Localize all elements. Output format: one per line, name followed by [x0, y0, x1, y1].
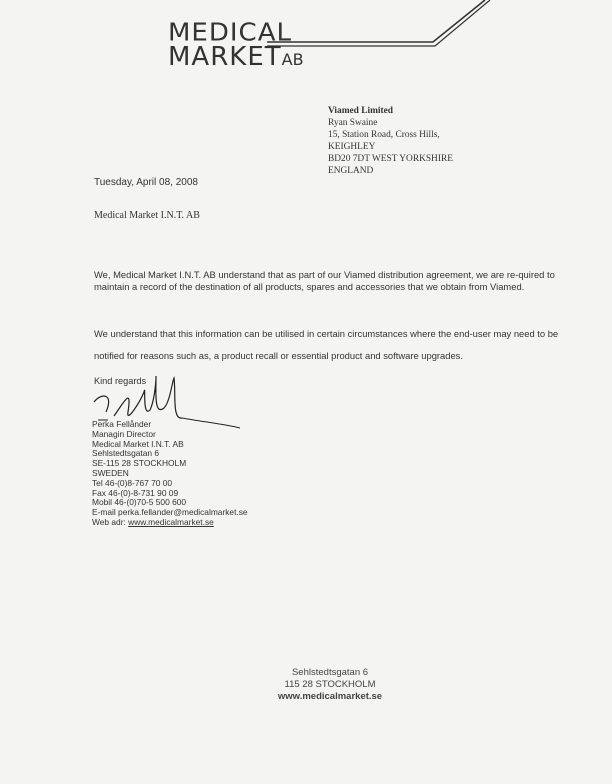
footer-city: 115 28 STOCKHOLM	[284, 679, 376, 690]
signer-company: Medical Market I.N.T. AB	[92, 438, 184, 449]
recipient-line: KEIGHLEY	[328, 142, 376, 152]
signer-email: E-mail perka.fellander@medicalmarket.se	[92, 507, 248, 518]
body-paragraph-1: We, Medical Market I.N.T. AB understand that as part of our Viamed distribution agreement, we are re-quired to maintain a record of the destination of all products, spares and accessories that we obtain from Viamed.	[94, 269, 555, 292]
signer-tel: Tel 46-(0)8-767 70 00	[92, 477, 173, 488]
recipient-line: 15, Station Road, Cross Hills,	[328, 130, 440, 140]
footer-street: Sehlstedtsgatan 6	[291, 667, 369, 678]
signature-block	[92, 420, 248, 528]
letter-footer	[230, 667, 430, 703]
logo-line-medical: MEDICAL	[168, 18, 292, 48]
signer-title: Managin Director	[92, 428, 156, 439]
signer-city: SE-115 28 STOCKHOLM	[92, 458, 187, 469]
logo-swoosh-graphic	[255, 0, 495, 60]
sender-name: Medical Market I.N.T. AB	[94, 210, 200, 221]
web-label: Web adr:	[92, 516, 126, 527]
logo-line-market: MARKET	[168, 42, 282, 72]
signer-name: Perka Fellånder	[92, 419, 152, 429]
recipient-line: ENGLAND	[328, 166, 374, 176]
footer-web: www.medicalmarket.se	[277, 691, 383, 702]
recipient-line: Ryan Swaine	[328, 118, 378, 128]
signer-street: Sehlstedtsgatan 6	[92, 448, 160, 459]
recipient-line: BD20 7DT WEST YORKSHIRE	[328, 154, 453, 164]
web-link[interactable]: www.medicalmarket.se	[128, 516, 214, 527]
signer-country: SWEDEN	[92, 467, 129, 478]
recipient-address	[328, 105, 453, 177]
closing-text: Kind regards	[94, 376, 147, 386]
letter-date: Tuesday, April 08, 2008	[94, 177, 198, 188]
recipient-company: Viamed Limited	[328, 106, 394, 116]
signer-mobile: Mobil 46-(0)70-5 500 600	[92, 497, 187, 508]
signer-fax: Fax 46-(0)-8-731 90 09	[92, 487, 179, 498]
logo-suffix: AB	[281, 50, 304, 69]
body-paragraph-2: We understand that this information can be utilised in certain circumstances where the end-user may need to be notified for reasons such as, a product recall or essential product and software upgrades.	[94, 328, 559, 361]
